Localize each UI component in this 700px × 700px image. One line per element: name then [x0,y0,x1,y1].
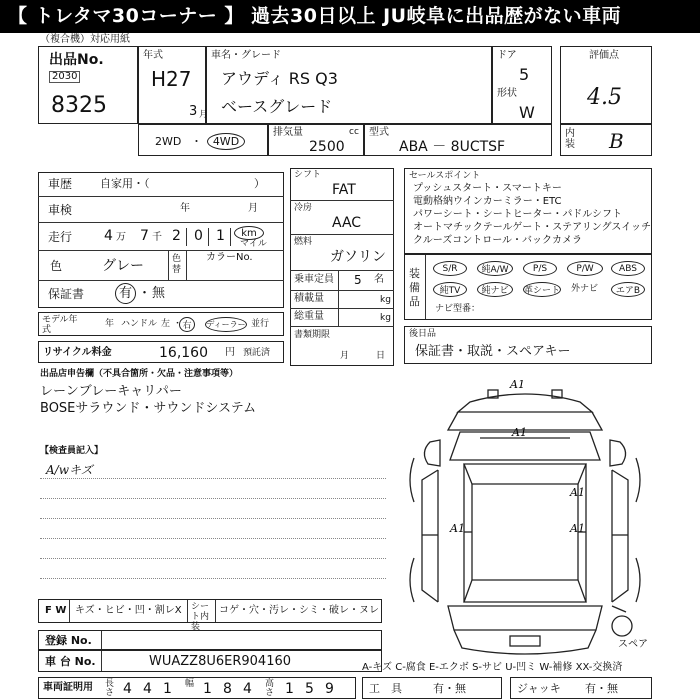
drive-4wd: 4WD [207,133,245,150]
after-value: 保証書・取説・スペアキー [415,344,571,359]
after-label: 後日品 [409,329,437,339]
car-grade: ベースグレード [221,97,333,116]
seat-damage: コゲ・穴・汚レ・シミ・破レ・ヌレ [219,605,379,616]
model-value: ABA － 8UCTSF [399,139,506,155]
jack-label: ジャッキ [517,682,561,695]
gross-label: 総重量 [294,311,324,322]
inspector-label: 【検査員記入】 [40,446,104,456]
year-value: H27 [151,67,192,91]
displacement-box [268,124,364,156]
score-box [560,46,652,124]
cert-label: 車両証明用 [43,682,93,693]
equip-leather: 革シート [523,282,561,297]
year-label: 年式 [143,50,163,61]
displacement-label: 排気量 [273,127,303,138]
score-value: 4.5 [587,85,622,110]
car-label: 車名・グレード [211,50,281,61]
color-no-label: カラーNo. [206,252,253,263]
tools-label: 工 具 [369,682,402,695]
seat-label: シート内 装 [191,602,210,632]
equipment-label: 装備品 [409,267,420,308]
equip-ps: P/S [523,261,557,276]
handle-left: 左 [161,319,171,329]
handle-label: ハンドル [121,319,158,329]
recycle-unit: 円 [225,347,235,358]
doc-deadline-month: 月 [340,351,350,361]
damage-mark-1: A1 [510,380,525,391]
capacity-label: 乗車定員 [294,274,334,285]
tools-value: 有・無 [433,682,466,695]
navi-model-label: ナビ型番： [435,304,481,314]
doc-deadline-label: 書類期限 [294,330,331,340]
sales-points-label: セールスポイント [409,171,481,181]
cert-wid-1: 1 [203,681,212,697]
cert-len-1: 4 [123,681,132,697]
reg-label: 登録 No. [45,634,92,647]
inspection-label: 車検 [48,203,73,217]
doors-label: ドア [497,50,517,61]
damage-legend: A-キズ C-腐食 E-エクボ S-サビ U-凹ミ W-補修 XX-交換済 [362,662,623,673]
color-value: グレー [102,258,144,274]
fw-label: F W [45,605,67,616]
fw-damage: キズ・ヒビ・凹・割レX [75,605,182,616]
lot-label: 出品No. [49,52,104,68]
mileage-label: 走行 [48,230,73,244]
warranty-no: 無 [152,286,166,301]
cert-row [38,677,356,699]
inspector-value: A/wキズ [46,463,93,477]
cert-len-3: 1 [163,681,172,697]
doors-box [492,46,552,124]
equip-ext-navi: 外ナビ [571,284,599,294]
equip-tv: 純TV [433,282,467,297]
inspection-month: 月 [248,203,258,214]
mileage-d3: 2 [172,228,181,244]
model-box [364,124,552,156]
parallel: 並行 [251,319,270,329]
equip-pw: P/W [567,261,603,276]
chassis-row [38,650,382,672]
cert-hgt-2: 5 [305,681,314,697]
displacement-value: 2500 [309,139,345,155]
damage-mark-2: A1 [512,426,527,439]
history-value: 自家用・（ [100,177,150,190]
load-unit: kg [380,295,391,305]
mileage-d2: 7 [140,228,149,244]
spare-label: スペア [618,639,648,650]
mileage-d4: 0 [194,228,203,244]
year-month-unit: 月 [199,110,209,120]
after-items-box [404,326,652,364]
shape-label: 形状 [497,88,517,99]
year-month: 3 [189,104,198,119]
history-close: ） [254,177,265,190]
handle-right: 右 [179,317,195,332]
cert-hgt-3: 9 [325,681,334,697]
notes-label: 出品店申告欄（不具合箇所・欠品・注意事項等） [40,369,239,379]
sales-point-3: パワーシート・シートヒーター・パドルシフト [413,209,622,220]
sales-point-5: クルーズコントロール・バックカメラ [413,235,582,246]
gross-unit: kg [380,313,391,323]
fuel-label: 燃料 [294,237,313,247]
ac-label: 冷房 [294,203,313,213]
inspection-year: 年 [180,203,190,214]
warranty-yes: 有 [119,286,133,301]
year-box [138,46,209,124]
doc-deadline-day: 日 [376,351,386,361]
recycle-label: リサイクル料金 [43,347,112,358]
handle-dot: ・ [173,319,183,329]
car-diagram [400,380,650,670]
cert-wid-2: 8 [223,681,232,697]
recycle-row [38,341,284,363]
equip-sr: S/R [433,261,467,276]
mileage-u2: 千 [152,232,162,243]
interior-box [560,124,652,156]
model-year-unit: 年 [105,319,115,329]
mileage-d1: 4 [104,228,113,244]
equip-navi: 純ナビ [477,282,513,297]
equip-aw: 純A/W [477,261,513,276]
interior-value: B [609,129,624,153]
chassis-value: WUAZZ8U6ER904160 [149,654,292,669]
shape-value: W [519,103,535,122]
sales-point-2: 電動格納ウインカーミラー・ETC [413,196,562,207]
model-label: 型式 [369,127,389,138]
cert-len-2: 4 [143,681,152,697]
doors-value: 5 [519,65,530,84]
jack-value: 有・無 [585,682,618,695]
lot-number: 8325 [51,93,107,118]
form-subtitle: （複合機）対応用紙 [40,34,130,45]
mileage-d5: 1 [216,228,225,244]
fw-row [38,599,382,632]
warranty-sep: ・ [138,286,152,301]
cert-wid-label: 幅 [185,679,195,689]
cert-len-label: 長さ [105,679,115,698]
fuel-value: ガソリン [330,249,386,265]
shift-value: FAT [332,182,356,198]
notes-line-2: BOSEサラウンド・サウンドシステム [40,401,257,416]
car-name: アウディ RS Q3 [221,69,338,88]
tools-box [362,677,502,699]
drive-box [138,124,268,156]
load-label: 積載量 [294,293,324,304]
car-box [206,46,492,124]
chassis-label: 車 台 No. [45,655,96,668]
sales-point-1: プッシュスタート・スマートキー [413,183,562,194]
shift-label: シフト [294,170,322,180]
jack-box [510,677,652,699]
ac-value: AAC [332,215,362,231]
color-label: 色 [50,259,63,273]
cert-hgt-label: 高さ [265,679,275,698]
capacity-value: 5 [354,273,362,287]
recycle-note: 預託済 [243,348,271,358]
mileage-unit-km: km [234,226,264,240]
notes-line-1: レーンブレーキャリパー [40,384,182,399]
drive-sep: ・ [191,135,202,148]
damage-mark-3: A1 [570,486,585,499]
model-year-row [38,312,284,336]
equip-abs: ABS [611,261,645,276]
model-year-label: モデル年式 [42,315,78,335]
drive-2wd: 2WD [155,135,182,148]
color-change-label: 色替 [172,254,182,275]
lot-stamp: 2030 [49,71,80,83]
reg-row [38,630,382,650]
score-label: 評価点 [589,50,619,61]
lot-box [38,46,138,124]
damage-mark-4: A1 [450,522,465,535]
capacity-unit: 名 [374,274,384,285]
damage-mark-5: A1 [570,522,585,535]
dealer: ディーラー [205,317,247,332]
sales-point-4: オートマチックテールゲート・ステアリングスイッチ [413,222,651,233]
banner: 【 トレタマ30コーナー 】 過去30日以上 JU岐阜に出品歴がない車両 [0,0,700,33]
displacement-unit: cc [349,127,359,137]
mileage-u1: 万 [116,232,126,243]
recycle-value: 16,160 [159,345,208,361]
cert-hgt-1: 1 [285,681,294,697]
mileage-unit-mile: マイル [240,239,267,249]
interior-label: 内装 [565,128,575,150]
history-label: 車歴 [48,177,73,191]
sales-points-box [404,168,652,254]
equip-airbag: エアB [611,282,645,297]
equipment-box [404,254,652,320]
warranty-label: 保証書 [48,287,85,301]
cert-wid-3: 4 [243,681,252,697]
